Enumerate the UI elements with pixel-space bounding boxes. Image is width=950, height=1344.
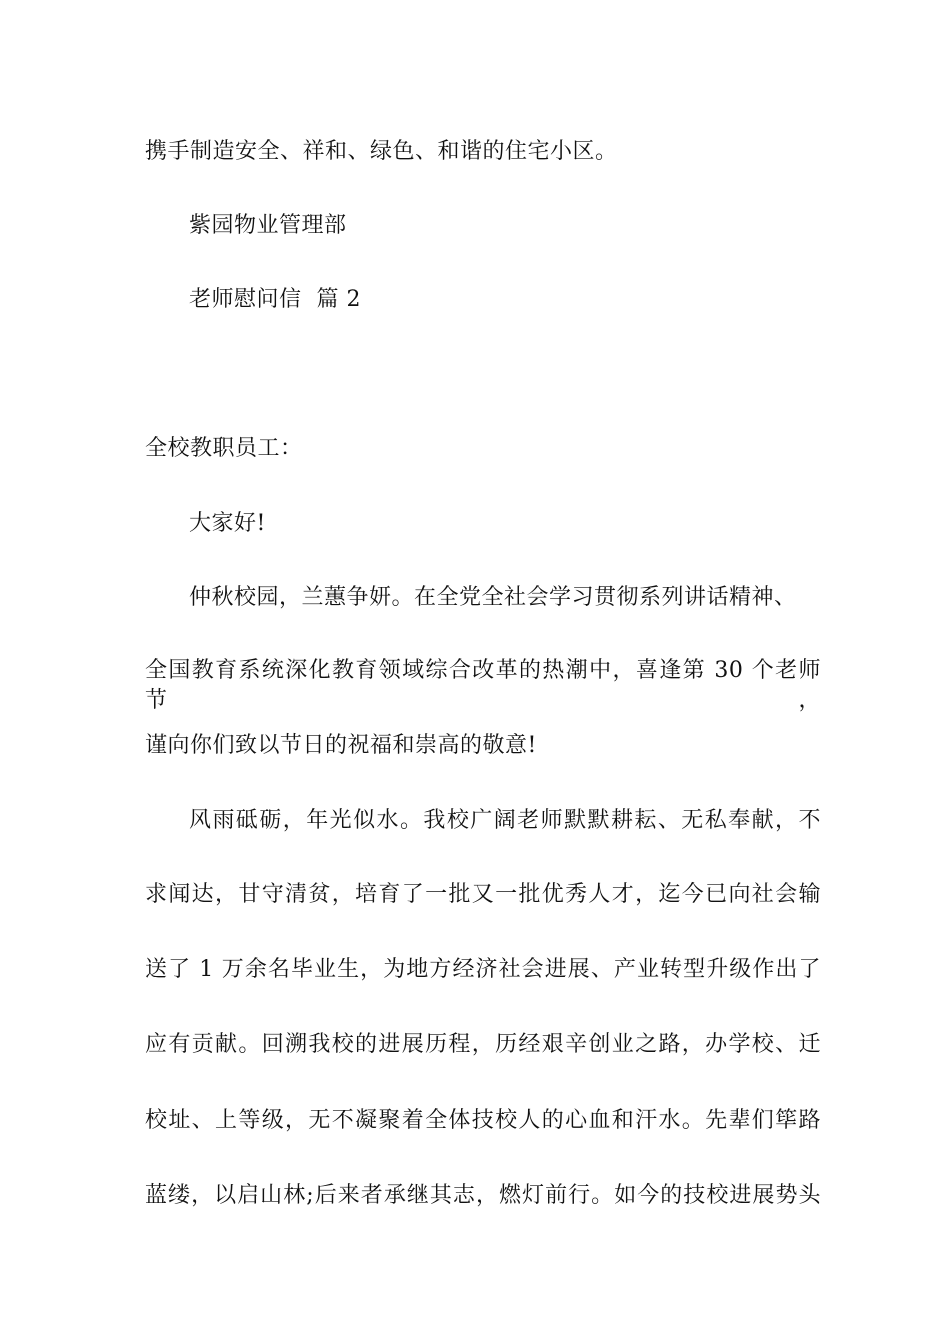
paragraph-2-line-2: 求闻达，甘守清贫，培育了一批又一批优秀人才，迄今已向社会输 [145, 882, 821, 907]
letter-heading: 老师慰问信 篇 2 [189, 287, 361, 312]
paragraph-1-line-1: 仲秋校园，兰蕙争妍。在全党全社会学习贯彻系列讲话精神、 [189, 585, 797, 610]
paragraph-2-line-4: 应有贡献。回溯我校的进展历程，历经艰辛创业之路，办学校、迁 [145, 1032, 821, 1057]
greeting: 大家好! [189, 511, 266, 536]
paragraph-2-line-5: 校址、上等级，无不凝聚着全体技校人的心血和汗水。先辈们筚路 [145, 1108, 821, 1133]
closing-line: 携手制造安全、祥和、绿色、和谐的住宅小区。 [145, 139, 618, 164]
paragraph-1-line-2: 全国教育系统深化教育领域综合改革的热潮中，喜逢第 30 个老师节， [145, 658, 821, 713]
paragraph-2-line-6: 蓝缕，以启山林;后来者承继其志，燃灯前行。如今的技校进展势头 [145, 1183, 821, 1208]
paragraph-2-line-3: 送了 1 万余名毕业生，为地方经济社会进展、产业转型升级作出了 [145, 957, 821, 982]
salutation: 全校教职员工： [145, 436, 303, 461]
paragraph-1-line-3: 谨向你们致以节日的祝福和崇高的敬意! [145, 733, 537, 758]
paragraph-2-line-1: 风雨砥砺，年光似水。我校广阔老师默默耕耘、无私奉献，不 [189, 808, 821, 833]
signature: 紫园物业管理部 [189, 213, 347, 238]
